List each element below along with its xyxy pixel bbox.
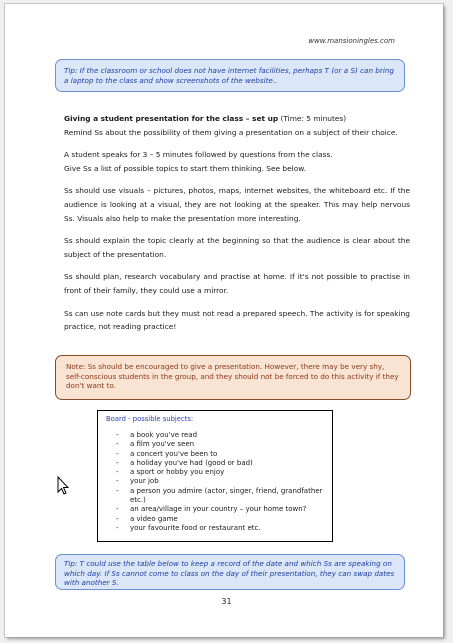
- tip-box-top: Tip: If the classroom or school does not have internet facilities, perhaps T (or a S) can bring a laptop to the class and show screenshots of the website..: [55, 59, 405, 92]
- board-item: - a film you've seen: [116, 440, 195, 449]
- board-box: [97, 410, 333, 542]
- section-time: (Time: 5 minutes): [280, 114, 347, 123]
- section-body: [64, 112, 410, 343]
- mouse-cursor-icon: [57, 476, 69, 496]
- paragraph-visuals: Ss should use visuals – pictures, photos, maps, internet websites, the whiteboard etc. If the audience is looking at a visual, they are not looking at the speaker. This may help nervous Ss. Visuals also help to make the presentation more interesting.: [64, 186, 410, 223]
- board-item: - a video game: [116, 514, 178, 523]
- paragraph-topics: Give Ss a list of possible topics to start them thinking. See below.: [64, 163, 306, 173]
- note-box: Note: Ss should be encouraged to give a presentation. However, there may be very shy, self-conscious students in the group, and they should not be forced to do this activity if they don't want to.: [55, 355, 411, 400]
- board-list: [106, 431, 324, 533]
- paragraph-speaker: A student speaks for 3 – 5 minutes followed by questions from the class.: [64, 150, 333, 160]
- board-item: - an area/village in your country – your home town?: [116, 505, 307, 514]
- board-item: - a sport or hobby you enjoy: [116, 468, 225, 477]
- site-url: www.mansioningles.com: [308, 37, 395, 45]
- paragraph-explain: Ss should explain the topic clearly at the beginning so that the audience is clear about the subject of the presentation.: [64, 236, 410, 259]
- board-item: - your favourite food or restaurant etc.: [116, 523, 261, 532]
- paragraph-note-cards: Ss can use note cards but they must not read a prepared speech. The activity is for speaking practice, not reading practice!: [64, 308, 410, 332]
- paragraph-plan: Ss should plan, research vocabulary and practise at home. If it's not possible to practise in front of their family, they could use a mirror.: [64, 272, 410, 295]
- section-heading: Giving a student presentation for the class – set up: [64, 114, 279, 123]
- page-number: 31: [221, 597, 232, 606]
- tip-box-bottom: Tip: T could use the table below to keep a record of the date and which Ss are speaking on which day. If Ss cannot come to class on the day of their presentation, they can swap dates with another S.: [55, 554, 405, 590]
- board-item: - a holiday you've had (good or bad): [116, 458, 253, 467]
- board-item: - your job: [116, 477, 159, 486]
- section-intro: Remind Ss about the possibility of them giving a presentation on a subject of their choice.: [64, 127, 398, 137]
- board-title: Board - possible subjects:: [106, 415, 194, 423]
- board-item: - a person you admire (actor, singer, friend, grandfather etc.): [116, 486, 323, 505]
- board-item: - a concert you've been to: [116, 449, 218, 458]
- board-item: - a book you've read: [116, 431, 198, 439]
